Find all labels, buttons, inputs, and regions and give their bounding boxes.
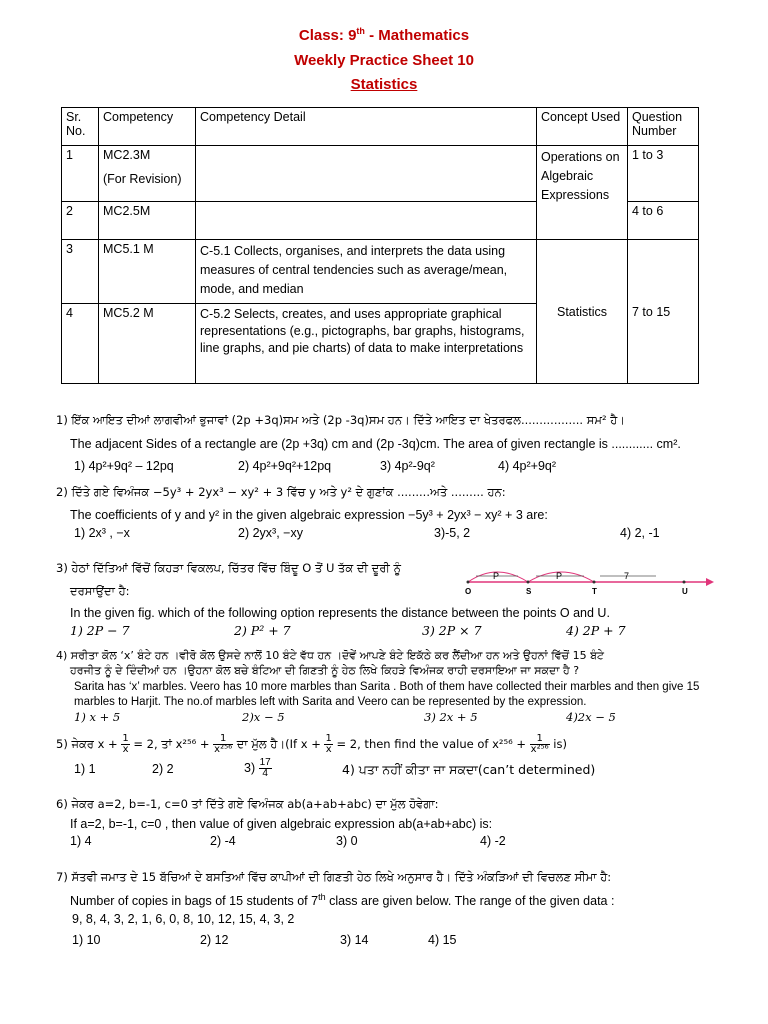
dot-t <box>593 581 596 584</box>
label-p2: P <box>556 571 563 581</box>
q4-option-1: 1) x + 5 <box>74 710 121 724</box>
concept-cell: Operations on Algebraic Expressions <box>537 146 628 240</box>
q5-question: 5) ਜੇਕਰ x + $\frac{1}{x}$ = 2, ਤਾਂ x²⁵⁶ + $\frac{1}{\text{x²⁵⁶}}$ ਦਾ ਮੁੱਲ ਹੈ।(If x + $\frac{1}{x}$ = 2, then find the value of x²⁵⁶ + $\frac{1}{\text{x²⁵⁶}}$ is) <box>56 733 567 755</box>
dot-u <box>683 581 686 584</box>
row-qnum: 4 to 6 <box>628 202 699 240</box>
dot-o <box>467 581 470 584</box>
point-s: S <box>526 587 532 596</box>
q1-english: The adjacent Sides of a rectangle are (2p +3q) cm and (2p -3q)cm. The area of given rectangle is ............ cm². <box>70 437 681 451</box>
q5-option-3: 3) $\frac{17}{4}$ <box>244 757 271 779</box>
q2-option-3: 3)-5, 2 <box>434 526 471 540</box>
q6-option-3: 3) 0 <box>336 834 358 848</box>
q7-option-2: 2) 12 <box>200 933 229 947</box>
sheet-title: Weekly Practice Sheet 10 <box>294 52 474 69</box>
competency-table <box>61 107 699 384</box>
q6-english: If a=2, b=-1, c=0 , then value of given algebraic expression ab(a+ab+abc) is: <box>70 817 493 831</box>
q4-option-3: 3) 2x + 5 <box>424 710 478 724</box>
dot-s <box>527 581 530 584</box>
class-title: Class: 9th - Mathematics <box>298 26 470 44</box>
q3-punjabi-line1: 3) ਹੇਠਾਂ ਦਿੱਤਿਆਂ ਵਿੱਚੋਂ ਕਿਹੜਾ ਵਿਕਲਪ, ਚਿੱਤਰ ਵਿੱਚ ਬਿੰਦੂ O ਤੋਂ U ਤੱਕ ਦੀ ਦੂਰੀ ਨੂੰ <box>56 561 401 575</box>
q4-option-2: 2)x − 5 <box>242 710 285 724</box>
number-line-figure <box>460 560 720 596</box>
row-sr: 1 <box>62 146 99 202</box>
q2-option-2: 2) 2yx³, −xy <box>238 526 303 540</box>
q6-option-2: 2) -4 <box>210 834 236 848</box>
row-sr: 2 <box>62 202 99 240</box>
q3-option-1: 1) 2P − 7 <box>70 623 130 638</box>
q1-option-2: 2) 4p²+9q²+12pq <box>238 459 332 473</box>
header-qnum: Question Number <box>628 108 699 146</box>
q2-punjabi: 2) ਦਿੱਤੇ ਗਏ ਵਿਅੰਜਕ −5y³ + 2yx³ − xy² + 3 ਵਿੱਚ y ਅਤੇ y² ਦੇ ਗੁਣਾਂਕ .........ਅਤੇ ......... ਹਨ: <box>56 485 506 499</box>
row-sr: 4 <box>62 304 99 384</box>
q2-option-4: 4) 2, -1 <box>620 526 660 540</box>
row-detail <box>196 146 537 202</box>
q7-option-1: 1) 10 <box>72 933 101 947</box>
q4-option-4: 4)2x − 5 <box>566 710 616 724</box>
topic-title: Statistics <box>350 76 418 93</box>
q6-option-4: 4) -2 <box>480 834 506 848</box>
q6-punjabi: 6) ਜੇਕਰ a=2, b=-1, c=0 ਤਾਂ ਦਿੱਤੇ ਗਏ ਵਿਅੰਜਕ ab(a+ab+abc) ਦਾ ਮੁੱਲ ਹੋਵੇਗਾ: <box>56 797 439 811</box>
table-row <box>62 146 699 202</box>
header-concept: Concept Used <box>537 108 628 146</box>
table-header-row <box>62 108 699 146</box>
row-detail: C-5.1 Collects, organises, and interprets the data using measures of central tendencies such as average/mean, mode, and median <box>196 240 537 304</box>
q3-english: In the given fig. which of the following option represents the distance between the points O and U. <box>70 606 610 620</box>
q4-punjabi-line2: ਹਰਜੀਤ ਨੂੰ ਦੇ ਦਿੰਦੀਆਂ ਹਨ ।ਉਹਨਾ ਕੋਲ ਬਚੇ ਬੰਟਿਆ ਦੀ ਗਿਣਤੀ ਨੂੰ ਹੇਠ ਲਿਖੇ ਕਿਹੜੇ ਵਿਅੰਜਕ ਰਾਹੀ ਦਰਸਾਇਆ ਜਾ ਸਕਦਾ ਹੈ ? <box>70 664 580 677</box>
q3-option-4: 4) 2P + 7 <box>566 623 626 638</box>
q1-option-4: 4) 4p²+9q² <box>498 459 557 473</box>
q5-option-4: 4) ਪਤਾ ਨਹੀਂ ਕੀਤਾ ਜਾ ਸਕਦਾ(can’t determined) <box>342 762 596 777</box>
table-row <box>62 240 699 304</box>
q4-english-line1: Sarita has ‘x’ marbles. Veero has 10 more marbles than Sarita . Both of them have collected their marbles and then give 15 <box>74 681 700 693</box>
row-competency: MC5.1 M <box>99 240 196 304</box>
q1-option-1: 1) 4p²+9q² – 12pq <box>74 459 174 473</box>
q5-option-2: 2) 2 <box>152 762 174 776</box>
header-competency: Competency <box>99 108 196 146</box>
q3-option-2: 2) P² + 7 <box>234 623 291 638</box>
header-sr: Sr. No. <box>62 108 99 146</box>
q7-data: 9, 8, 4, 3, 2, 1, 6, 0, 8, 10, 12, 15, 4, 3, 2 <box>72 912 295 926</box>
point-t: T <box>592 587 597 596</box>
point-o: O <box>465 587 472 596</box>
row-qnum: 1 to 3 <box>628 146 699 202</box>
q7-english: Number of copies in bags of 15 students of 7th class are given below. The range of the given data : <box>70 891 615 908</box>
q3-punjabi-line2: ਦਰਸਾਉਂਦਾ ਹੈ: <box>70 584 130 598</box>
q1-option-3: 3) 4p²-9q² <box>380 459 435 473</box>
q2-english: The coefficients of y and y² in the given algebraic expression −5y³ + 2yx³ − xy² + 3 are: <box>70 508 548 522</box>
label-seven: 7 <box>624 571 630 581</box>
point-u: U <box>682 587 688 596</box>
row-competency: MC2.5M <box>99 202 196 240</box>
row-sr: 3 <box>62 240 99 304</box>
q7-option-4: 4) 15 <box>428 933 457 947</box>
q6-option-1: 1) 4 <box>70 834 92 848</box>
row-competency: MC5.2 M <box>99 304 196 384</box>
q7-punjabi: 7) ਸੱਤਵੀ ਜਮਾਤ ਦੇ 15 ਬੱਚਿਆਂ ਦੇ ਬਸਤਿਆਂ ਵਿੱਚ ਕਾਪੀਆਂ ਦੀ ਗਿਣਤੀ ਹੇਠ ਲਿਖੇ ਅਨੁਸਾਰ ਹੈ। ਦਿੱਤੇ ਅੰਕੜਿਆਂ ਦੀ ਵਿਚਲਣ ਸੀਮਾ ਹੈ: <box>56 870 612 884</box>
concept-cell: Statistics <box>537 240 628 384</box>
label-p1: P <box>493 571 500 581</box>
row-detail <box>196 202 537 240</box>
q1-punjabi: 1) ਇੱਕ ਆਇਤ ਦੀਆਂ ਲਾਗਵੀਆਂ ਭੁਜਾਵਾਂ (2p +3q)ਸਮ ਅਤੇ (2p -3q)ਸਮ ਹਨ। ਦਿੱਤੇ ਆਇਤ ਦਾ ਖੇਤਰਫਲ................. ਸਮ² ਹੈ। <box>56 413 626 427</box>
q2-option-1: 1) 2x³ , −x <box>74 526 130 540</box>
q4-english-line2: marbles to Harjit. The no.of marbles left with Sarita and Veero can be represented by the expression. <box>74 696 587 708</box>
header-detail: Competency Detail <box>196 108 537 146</box>
row-qnum: 7 to 15 <box>628 240 699 384</box>
q7-option-3: 3) 14 <box>340 933 369 947</box>
q3-option-3: 3) 2P × 7 <box>422 623 482 638</box>
row-competency: MC2.3M (For Revision) <box>99 146 196 202</box>
q4-punjabi-line1: 4) ਸਰੀਤਾ ਕੋਲ ‘x’ ਬੰਟੇ ਹਨ ।ਵੀਰੋ ਕੋਲ ਉਸਦੇ ਨਾਲੋਂ 10 ਬੰਟੇ ਵੱਧ ਹਨ ।ਦੋਵੇਂ ਆਪਣੇ ਬੰਟੇ ਇਕੱਠੇ ਕਰ ਲੈਂਦੀਆ ਹਨ ਅਤੇ ਉਹਨਾਂ ਵਿੱਚੋਂ 15 ਬੰਟੇ <box>56 649 604 662</box>
arrow-head-icon <box>706 578 714 586</box>
row-detail: C-5.2 Selects, creates, and uses appropriate graphical representations (e.g., pictographs, bar graphs, histograms, line graphs, and pie charts) of data to make interpretations <box>196 304 537 384</box>
q5-option-1: 1) 1 <box>74 762 96 776</box>
